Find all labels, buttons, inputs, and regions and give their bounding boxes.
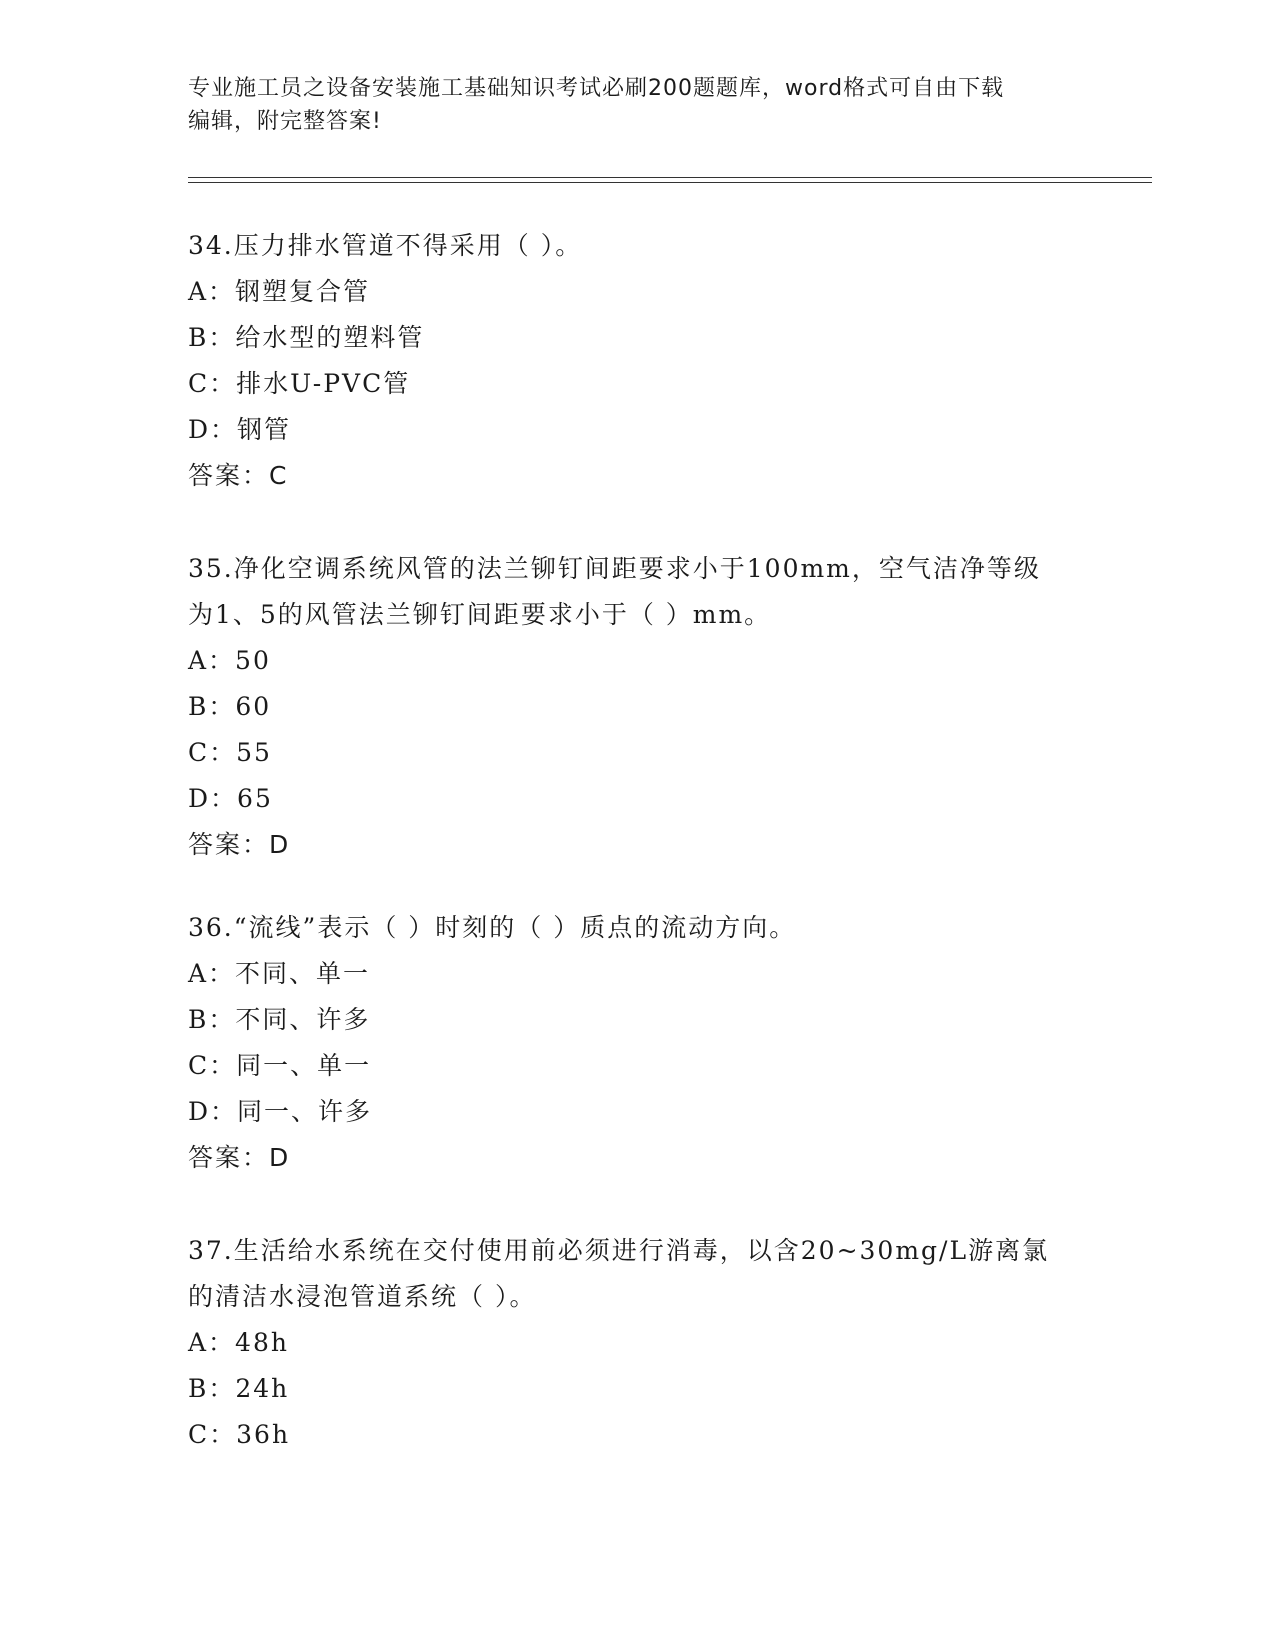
- question-35: [188, 546, 1088, 868]
- option-d: D：钢管: [188, 415, 292, 444]
- option-a: A：50: [188, 646, 271, 675]
- option-b: B：不同、许多: [188, 1005, 371, 1034]
- option-a: A：48h: [188, 1328, 289, 1357]
- option-d: D：同一、许多: [188, 1097, 373, 1126]
- question-37: [188, 1228, 1088, 1458]
- header-divider-bottom: [188, 182, 1152, 183]
- header-divider-top: [188, 177, 1152, 178]
- question-stem: 36.“流线”表示（ ）时刻的（ ）质点的流动方向。: [188, 913, 797, 942]
- question-stem-line-1: 35.净化空调系统风管的法兰铆钉间距要求小于100mm，空气洁净等级: [188, 554, 1041, 583]
- option-a: A：不同、单一: [188, 959, 371, 988]
- option-b: B：24h: [188, 1374, 290, 1403]
- question-34: [188, 223, 1088, 499]
- option-c: C：36h: [188, 1420, 291, 1449]
- question-36: [188, 905, 1088, 1181]
- answer: 答案：C: [188, 461, 289, 490]
- option-a: A：钢塑复合管: [188, 277, 371, 306]
- question-stem-line-2: 的清洁水浸泡管道系统（ ）。: [188, 1282, 537, 1311]
- option-c: C：排水U-PVC管: [188, 369, 411, 398]
- document-header: [188, 72, 1068, 138]
- question-stem-line-2: 为1、5的风管法兰铆钉间距要求小于（ ）mm。: [188, 600, 772, 629]
- question-stem-line-1: 37.生活给水系统在交付使用前必须进行消毒，以含20~30mg/L游离氯: [188, 1236, 1050, 1265]
- question-stem: 34.压力排水管道不得采用（ ）。: [188, 231, 583, 260]
- answer: 答案：D: [188, 1143, 291, 1172]
- header-line-1: 专业施工员之设备安装施工基础知识考试必刷200题题库，word格式可自由下载: [188, 76, 1005, 101]
- header-line-2: 编辑，附完整答案!: [188, 109, 382, 134]
- option-c: C：同一、单一: [188, 1051, 372, 1080]
- option-d: D：65: [188, 784, 273, 813]
- answer: 答案：D: [188, 830, 291, 859]
- option-b: B：给水型的塑料管: [188, 323, 425, 352]
- option-b: B：60: [188, 692, 272, 721]
- option-c: C：55: [188, 738, 272, 767]
